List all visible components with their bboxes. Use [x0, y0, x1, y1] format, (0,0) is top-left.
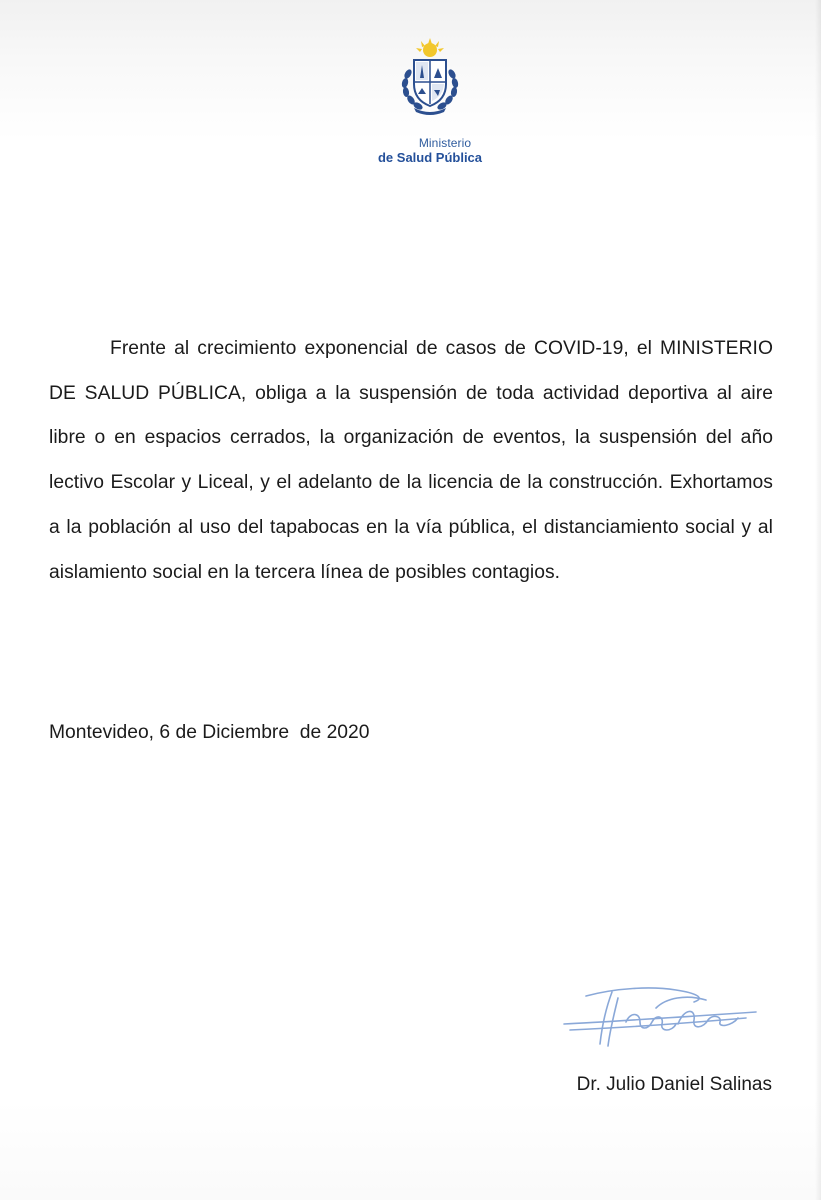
ministry-logo: [360, 38, 500, 165]
ministry-name-line2: de Salud Pública: [377, 150, 483, 165]
coat-of-arms-icon: [394, 38, 466, 116]
letter-body: Frente al crecimiento exponencial de casos de COVID-19, el MINISTERIO DE SALUD PÚBLICA, obliga a la suspensión de toda actividad deportiva al aire libre o en espacios cerrados, la organización de eventos, la suspensión del año lectivo Escolar y Liceal, y el adelanto de la licencia de la construcción. Exhortamos a la población al uso del tapabocas en la vía pública, el distanciamiento social y al aislamiento social en la tercera línea de posibles contagios.: [49, 338, 773, 583]
letter-date: Montevideo, 6 de Diciembre de 2020: [49, 722, 370, 743]
signer-name: Dr. Julio Daniel Salinas: [576, 1074, 772, 1095]
ministry-name-line1: Ministerio: [418, 136, 472, 150]
signature-icon: [556, 978, 766, 1054]
